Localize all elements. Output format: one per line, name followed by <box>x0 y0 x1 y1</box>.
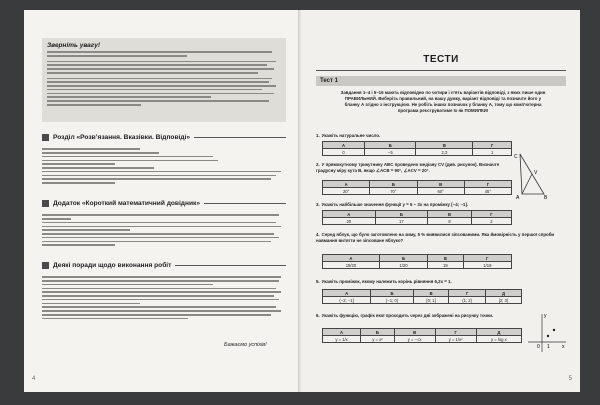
section-handbook-text <box>42 212 286 248</box>
page-number-left: 4 <box>32 376 36 382</box>
question-1: 1. Укажіть натуральне число. <box>316 133 381 138</box>
section-advice <box>42 262 286 269</box>
test-label: Тест 1 <box>316 76 566 86</box>
instruction-text: Завдання 1–4 і 5–16 мають відповідно по чотири і п’ять варіантів відповіді, з яких лише один ПРАВИЛЬНИЙ. Виберіть правильний, на вашу думку, варіант відповіді та позначте його у бланку А згідно з інструкцією. Не робіть інших позначок у бланку А, тому що комп’ютерна програма реєструватиме їх як ПОМИЛКИ! <box>340 90 546 113</box>
question-2: 2. У прямокутному трикутнику ABC проведено медіану CV (див. рисунок). Визначте градусну міру кута B, якщо ∠ACB = 90°, ∠ACV = 20°. <box>316 162 500 173</box>
fig-tick-1: 1 <box>547 344 550 350</box>
section-handbook <box>42 200 286 207</box>
question-6: 6. Укажіть функцію, графік якої проходить через дві зображені на рисунку точки. <box>316 313 494 318</box>
fig-origin: 0 <box>537 344 540 350</box>
fig-label-v: V <box>534 170 538 176</box>
section-advice-title: Деякі поради щодо виконання робіт <box>53 262 172 269</box>
fig-axis-y: y <box>544 313 547 319</box>
right-page <box>302 10 580 392</box>
answer-table-6: А Б В Г Д y = 1/x y = x² y = −√x y = 1/x² y = log x <box>322 328 522 343</box>
answer-table-5: А Б В Г Д (−2; −1] (−1; 0) [0; 1] (1; 2) [2; 3) <box>322 289 522 304</box>
fig-axis-x: x <box>562 344 565 350</box>
section-advice-text <box>42 274 286 322</box>
notice-box <box>42 38 286 122</box>
question-5: 5. Укажіть проміжок, якому належить корінь рівняння 6,2x = 1. <box>316 279 452 284</box>
section-handbook-title: Додаток «Короткий математичний довідник» <box>53 200 200 207</box>
section-solutions-text <box>42 146 286 186</box>
section-solutions-title: Розділ «Розв’язання. Вказівки. Відповіді» <box>53 134 191 141</box>
answer-table-3: А Б В Г 20 17 8 2 <box>322 210 512 225</box>
notice-title: Зверніть увагу! <box>47 42 101 49</box>
fig-label-b: B <box>544 195 548 200</box>
question-3: 3. Укажіть найбільше значення функції y = 5 − 3x на проміжку [−4; −1]. <box>316 202 469 207</box>
question-4: 4. Серед яблук, що було заготовлено на зиму, 5 % виявилися зіпсованими. Яка ймовірність у першої спроби навмання витягти не зіпсоване яблуко? <box>316 232 555 243</box>
triangle-figure <box>510 150 550 200</box>
answer-table-2: А Б В Г 20° 70° 60° 45° <box>322 180 512 195</box>
answer-table-1: А Б В Г 0 −5 2,3 1 <box>322 141 512 156</box>
section-solutions <box>42 134 286 141</box>
sign-off: Бажаємо успіхів! <box>224 342 267 348</box>
points-graph-figure <box>524 310 568 354</box>
page-title: ТЕСТИ <box>423 54 459 65</box>
page-number-right: 5 <box>568 376 572 382</box>
fig-label-c: C <box>514 154 518 160</box>
fig-label-a: A <box>516 195 520 200</box>
answer-table-4: А Б В Г 19/20 1/20 19 1/19 <box>322 254 512 269</box>
left-page <box>24 10 302 392</box>
